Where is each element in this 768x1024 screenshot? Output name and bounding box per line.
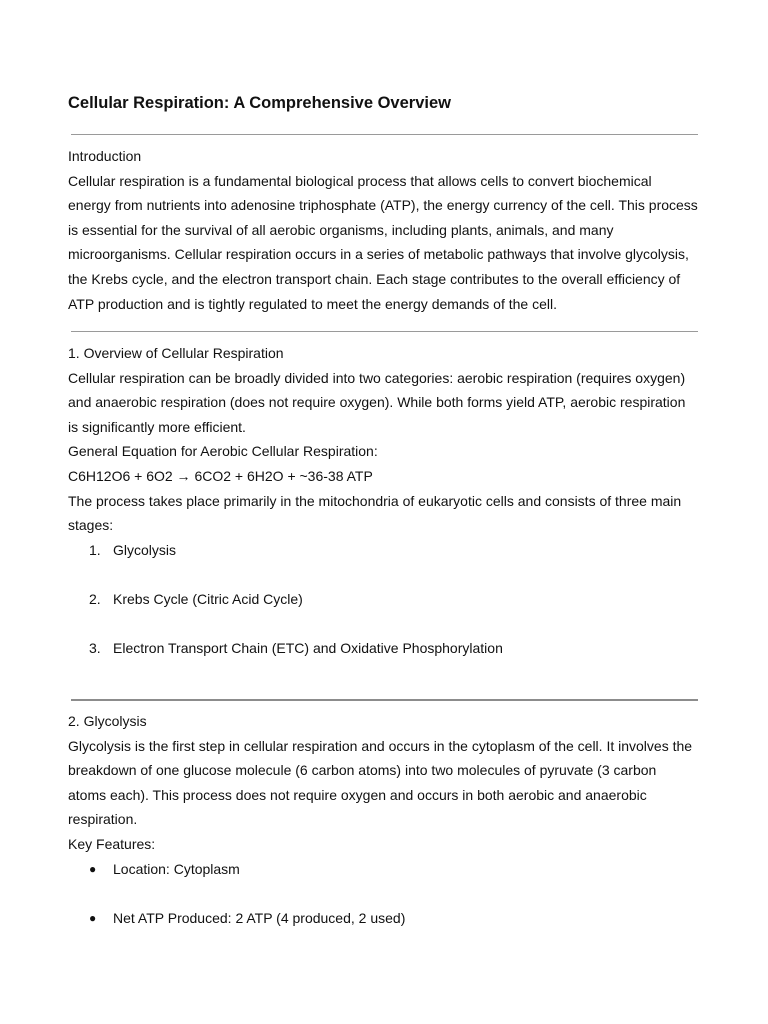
list-item-text: Glycolysis [113,541,177,558]
stages-list [68,538,698,661]
list-number: 3. [89,640,101,657]
equation: C6H12O6 + 6O2 → 6CO2 + 6H2O + ~36-38 ATP [68,467,373,484]
divider [71,699,698,701]
overview-body: Cellular respiration can be broadly divided into two categories: aerobic respiration (requires oxygen) and anaerobic respiration (does not require oxygen). While both forms yield ATP, aerobic respiration is significantly more efficient. [68,369,686,435]
bullet-icon: ● [89,861,97,876]
intro-heading: Introduction [68,148,142,164]
overview-section [68,341,698,685]
glycolysis-section [68,709,698,955]
list-item-text: Electron Transport Chain (ETC) and Oxidative Phosphorylation [113,640,503,657]
intro-body: Cellular respiration is a fundamental biological process that allows cells to convert biochemical energy from nutrients into adenosine triphosphate (ATP), the energy currency of the cell. This process is essential for the survival of all aerobic organisms, including plants, animals, and many microorganisms. Cellular respiration occurs in a series of metabolic pathways that involve glycolysis, the Krebs cycle, and the electron transport chain. Each stage contributes to the overall efficiency of ATP production and is tightly regulated to meet the energy demands of the cell. [68,172,698,312]
stages-intro: The process takes place primarily in the mitochondria of eukaryotic cells and consists of three main stages: [68,492,682,534]
glycolysis-body: Glycolysis is the first step in cellular respiration and occurs in the cytoplasm of the cell. It involves the breakdown of one glucose molecule (6 carbon atoms) into two molecules of pyruvate (3 carbon atoms each). This process does not require oxygen and occurs in both aerobic and anaerobic respiration. [68,737,693,828]
list-number: 1. [89,541,101,558]
list-number: 2. [89,590,101,607]
list-item-text: Krebs Cycle (Citric Acid Cycle) [113,590,303,607]
list-item [68,587,698,612]
equation-label: General Equation for Aerobic Cellular Respiration: [68,443,378,460]
features-label: Key Features: [68,835,156,852]
bullet-icon: ● [89,910,97,925]
document-title: Cellular Respiration: A Comprehensive Overview [68,94,451,112]
list-item [68,636,698,661]
list-item-text: Location: Cytoplasm [113,860,240,877]
intro-section [68,144,698,316]
list-item [68,906,698,931]
divider [71,331,698,332]
features-list [68,857,698,931]
overview-heading: 1. Overview of Cellular Respiration [68,345,284,361]
list-item [68,857,698,882]
glycolysis-heading: 2. Glycolysis [68,713,147,729]
list-item-text: Net ATP Produced: 2 ATP (4 produced, 2 used) [113,909,406,926]
list-item [68,538,698,563]
divider [71,134,698,135]
